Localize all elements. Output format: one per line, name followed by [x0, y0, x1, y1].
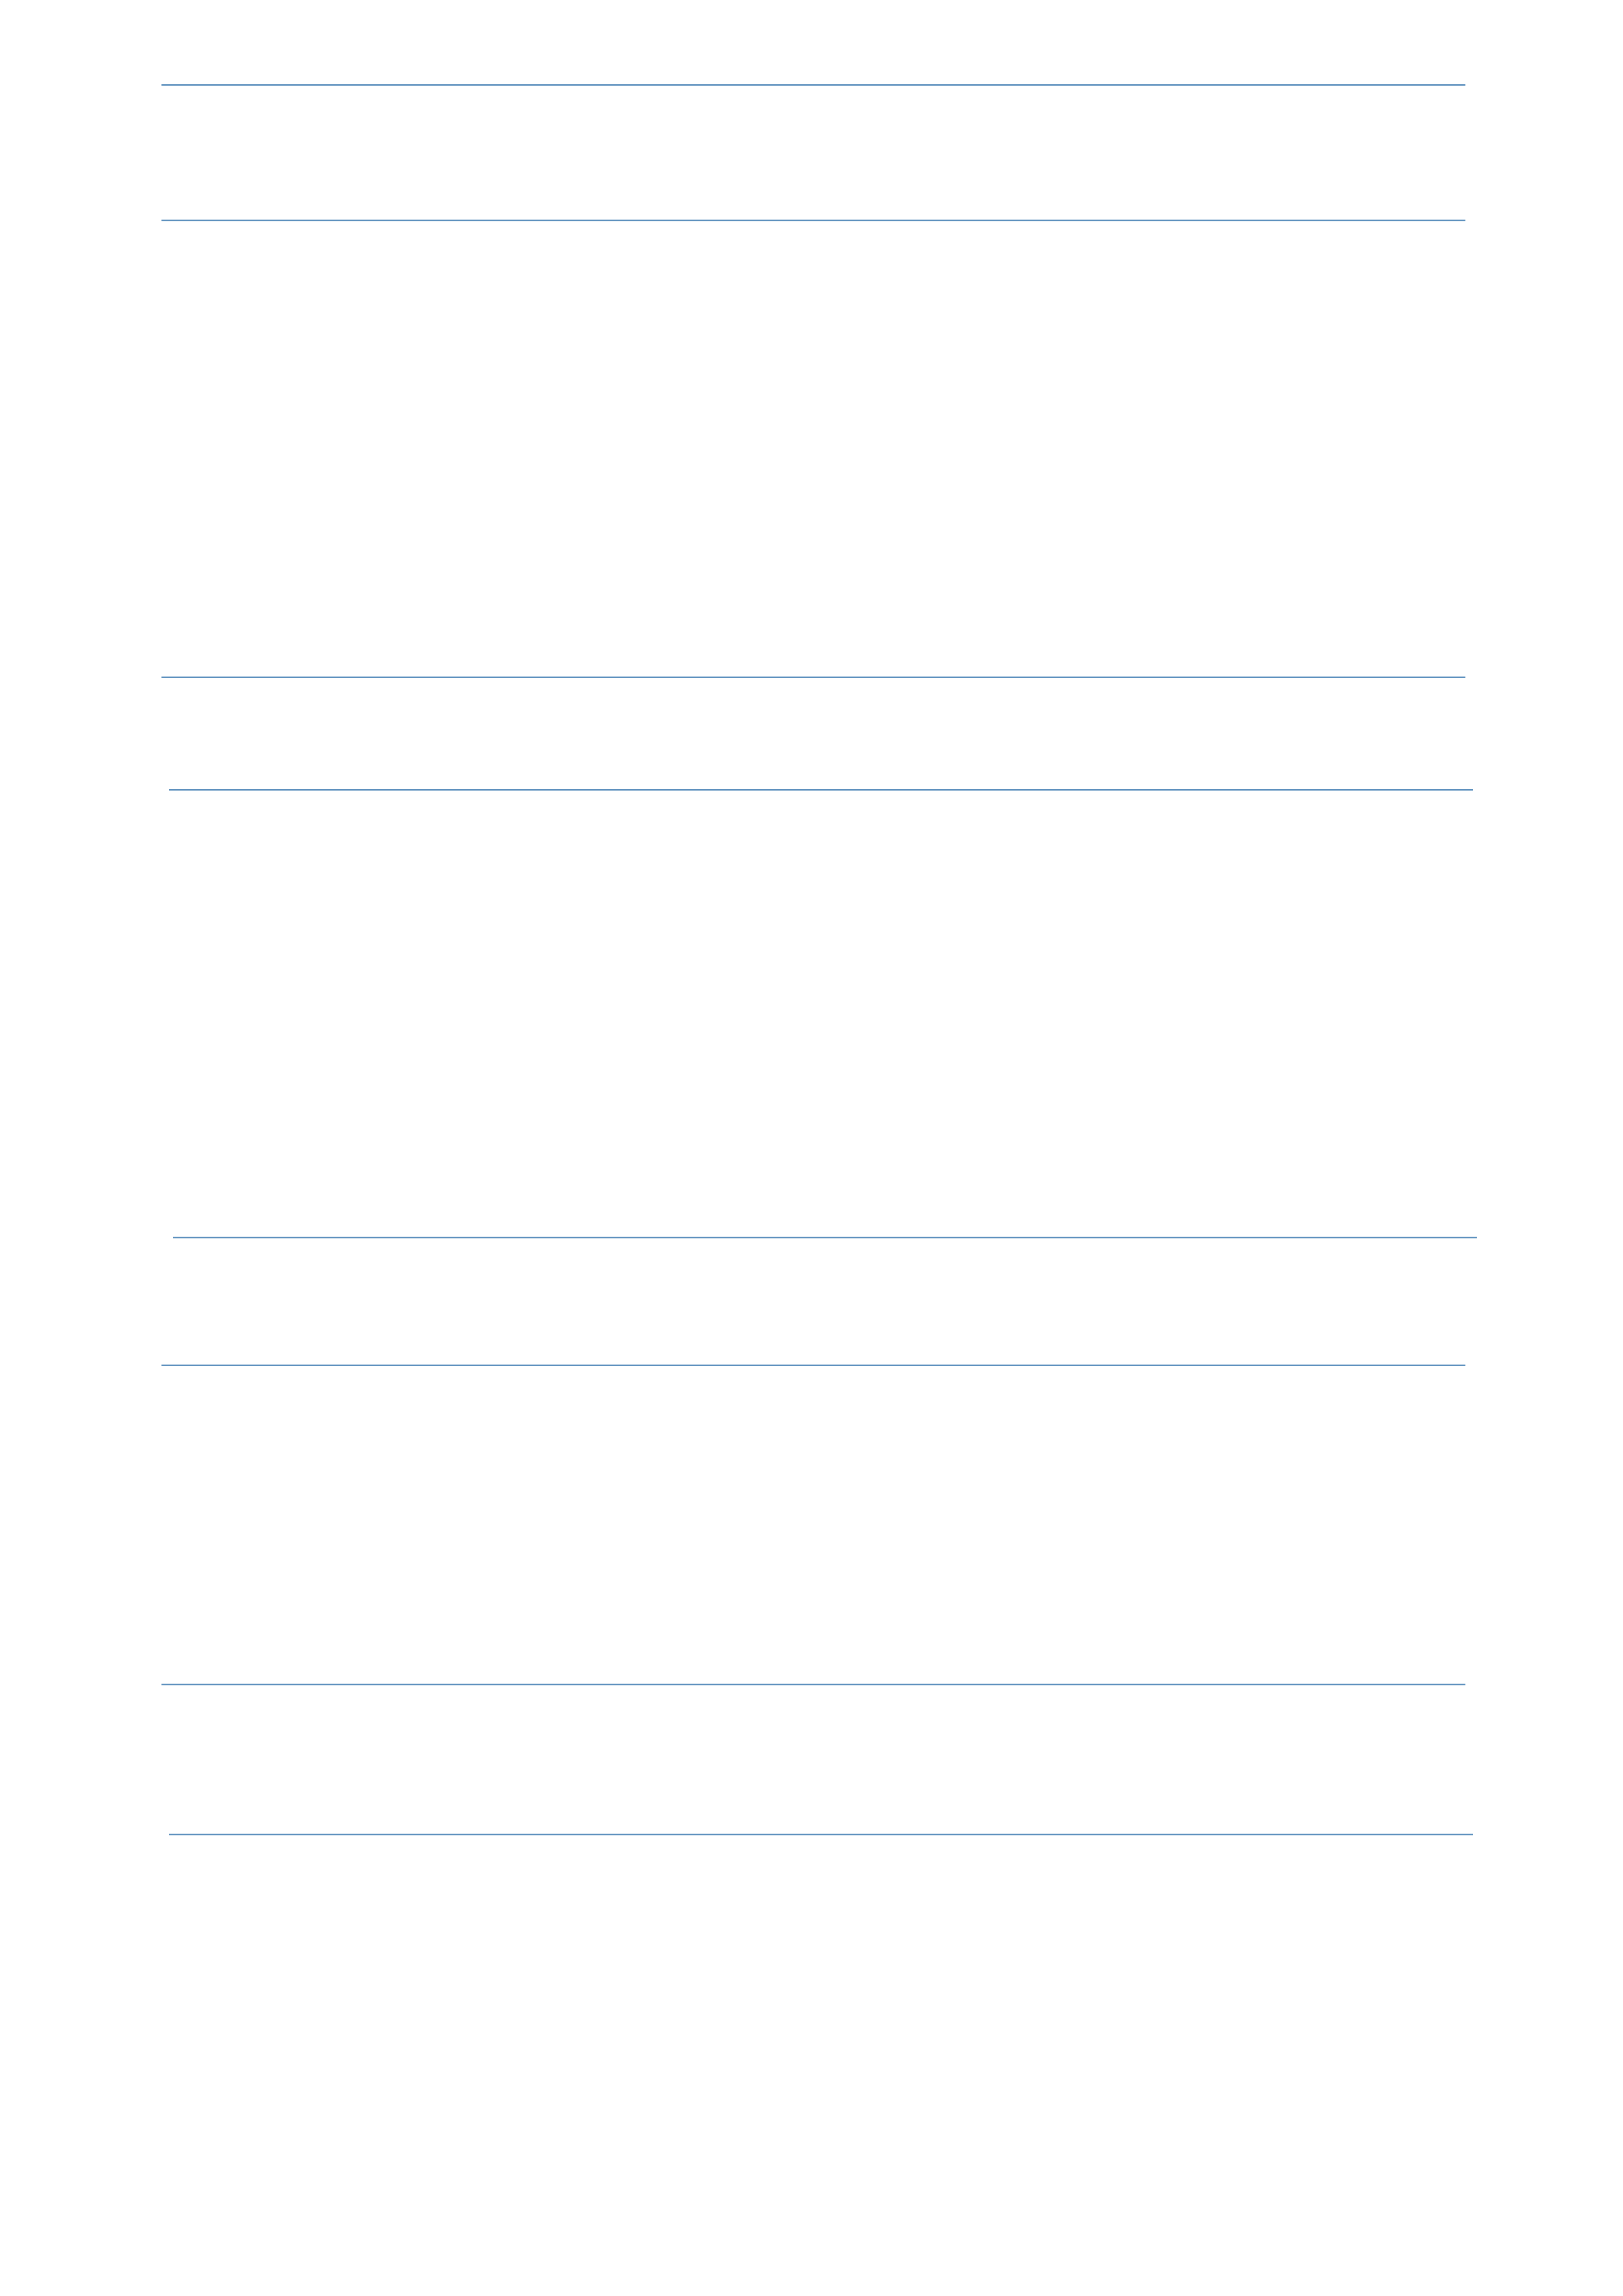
- blank-section: [161, 1835, 1465, 2264]
- blank-section: [161, 791, 1465, 1237]
- blank-section: [161, 678, 1465, 789]
- blank-section: [161, 1685, 1465, 1834]
- blank-section: [161, 1238, 1465, 1365]
- blank-section: [161, 86, 1465, 220]
- blank-section: [161, 1366, 1465, 1684]
- blank-section: [161, 221, 1465, 677]
